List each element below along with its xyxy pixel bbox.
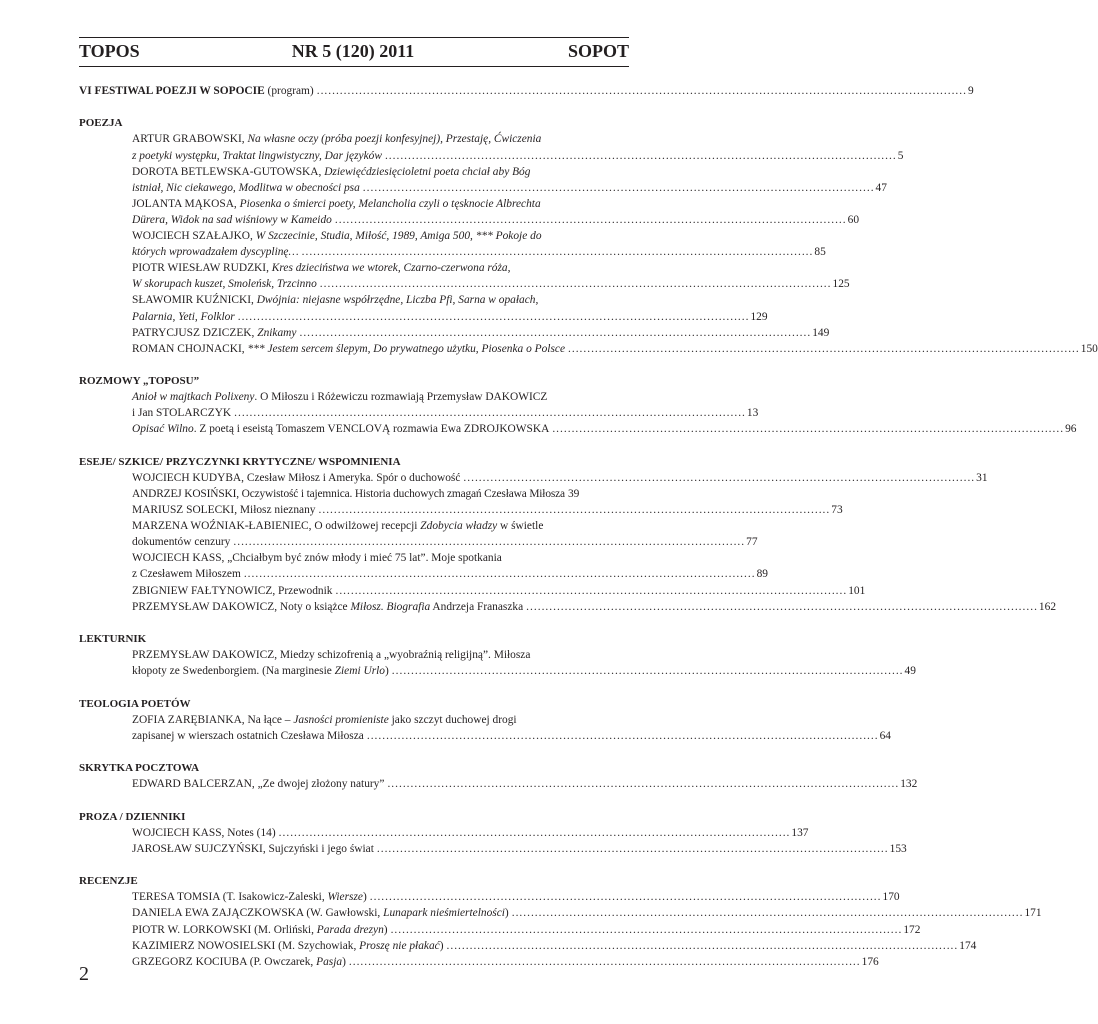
toc-entry [132,260,850,292]
section-title: ESEJE/ SZKICE/ PRZYCZYNKI KRYTYCZNE/ WSPOMNIENIA [79,455,401,468]
work-title: Lunapark nieśmiertelności [383,907,505,920]
author-name: PATRYCJUSZ DZICZEK, [132,326,255,339]
dot-leader: ..................................................................................................................................... [391,665,904,678]
page-ref: 85 [814,246,826,259]
entry-text: ) [362,891,367,904]
work-title: Wiersze [327,891,363,904]
toc-entry [132,922,921,938]
author-name: ROMAN CHOJNACKI, [132,342,245,355]
work-title: W Szczecinie, Studia, Miłość, 1989, Amiga 500, *** Pokoje do [255,230,542,243]
entry-text: . O Miłoszu i Różewiczu rozmawiają Przemysław DAKOWICZ [254,391,548,404]
dot-leader: ..................................................................................................................................... [318,504,831,517]
section-title: ROZMOWY „TOPOSU” [79,375,200,388]
section-title: RECENZJE [79,875,138,888]
page-ref: 73 [831,504,843,517]
author-name: PIOTR WIESŁAW RUDZKI, [132,262,269,275]
work-title: *** Jestem sercem ślepym, Do prywatnego użytku, Piosenka o Polsce [247,342,565,355]
entry-text: WOJCIECH KASS, „Chciałbym być znów młody i mieć 75 lat”. Moje spotkania [132,552,502,565]
work-title: Kres dzieciństwa we wtorek, Czarno-czerwona róża, [271,262,511,275]
toc-entry [132,164,887,196]
entry-text: MARIUSZ SOLECKI, Miłosz nieznany [132,504,316,517]
toc-entry [132,647,916,679]
toc-entry [132,712,891,744]
page-ref: 13 [746,407,759,420]
dot-leader: ..................................................................................................................................... [366,729,879,742]
author-name: WOJCIECH SZAŁAJKO, [132,230,253,243]
author-name: ARTUR GRABOWSKI, [132,133,245,146]
page-ref: 101 [848,584,866,597]
section-title: PROZA / DZIENNIKI [79,810,186,823]
author-name: JOLANTA MĄKOSA, [132,197,237,210]
page-ref: 137 [791,826,809,839]
entry-text: ) [504,907,509,920]
entry-text-cont: ) [384,665,389,678]
dot-leader: ..................................................................................................................................... [526,600,1038,613]
entry-text: DANIELA EWA ZAJĄCZKOWSKA (W. Gawłowski, [132,907,384,920]
toc-entry [132,889,900,905]
dot-leader: ..................................................................................................................................... [384,149,897,162]
entry-text: PRZEMYSŁAW DAKOWICZ, Miedzy schizofrenią a „wyobraźnią religijną”. Miłosza [132,649,531,662]
toc-entry [132,825,809,841]
entry-text-cont: dokumentów cenzury [132,536,231,549]
author-name: SŁAWOMIR KUŹNICKI, [132,294,254,307]
toc-entry [132,954,879,970]
entry-text: Andrzeja Franaszka [430,600,524,613]
dot-leader: ..................................................................................................................................... [301,246,814,259]
entry-text: ) [342,955,346,968]
page-number: 2 [79,963,89,985]
page-ref: 77 [746,536,758,549]
section-rozmowy [79,373,1077,437]
work-title: Zdobycia władzy [420,520,498,533]
dot-leader: ..................................................................................................................................... [390,923,903,936]
page-ref: 125 [832,278,850,291]
header-rule-bottom [79,66,629,67]
entry-text: TERESA TOMSIA (T. Isakowicz-Zaleski, [132,891,328,904]
work-title: Dziewięćdziesięcioletni poeta chciał aby Bóg [324,165,531,178]
section-recenzje [79,873,1042,970]
toc-entry [132,518,758,550]
toc-entry [132,421,1077,437]
page-ref: 89 [756,568,768,581]
work-title: Proszę nie płakać [359,939,440,952]
work-title: Parada drezyn [316,923,384,936]
dot-leader: ..................................................................................................................................... [369,891,882,904]
toc-entry [132,389,759,421]
entry-text-cont: z Czesławem Miłoszem [132,568,241,581]
work-title: Na własne oczy (próba poezji konfesyjnej), Przestaję, Ćwiczenia [247,133,542,146]
work-title: Ziemi Urlo [334,665,385,678]
page-ref: 47 [875,181,887,194]
dot-leader: ......................................................................................................................................................................... [316,85,967,97]
dot-leader: ..................................................................................................................................... [568,342,1080,355]
page-ref: 60 [847,213,860,226]
section-title: SKRYTKA POCZTOWA [79,762,200,775]
page-ref: 39 [567,487,580,500]
work-title-cont: Dürera, Widok na sad wiśniowy w Kameido [132,213,332,226]
dot-leader: ..................................................................................................................................... [237,310,750,323]
page-ref: 49 [904,665,916,678]
page-ref: 162 [1038,600,1057,613]
toc-entry [132,341,1098,357]
page-ref: 149 [812,326,830,339]
section-lekturnik [79,631,916,679]
section-title: POEZJA [79,117,123,130]
section-festival [79,83,974,99]
entry-text: jako szczyt duchowej drogi [388,713,517,726]
dot-leader: ..................................................................................................................................... [234,407,746,420]
festival-suffix: (program) [264,85,314,97]
work-title-cont: Palarnia, Yeti, Folklor [132,310,235,323]
entry-text: ANDRZEJ KOSIŃSKI, Oczywistość i tajemnica. Historia duchowych zmagań Czesława Miłosza [132,487,565,500]
toc-entry-festival [79,83,974,99]
entry-text: WOJCIECH KASS, Notes (14) [132,826,276,839]
entry-text-cont: kłopoty ze Swedenborgiem. (Na marginesie [132,665,335,678]
page-ref: 31 [976,471,988,484]
entry-text: PRZEMYSŁAW DAKOWICZ, Noty o książce [132,600,351,613]
toc-entry [132,196,860,228]
entry-text-cont: zapisanej w wierszach ostatnich Czesława Miłosza [132,729,364,742]
work-title-cont: istniał, Nic ciekawego, Modlitwa w obecności psa [132,181,360,194]
toc-entry [132,292,768,324]
work-title: Pasja [316,955,343,968]
work-title-cont: z poetyki występku, Traktat lingwistyczny, Dar języków [132,149,382,162]
dot-leader: ..................................................................................................................................... [376,842,889,855]
dot-leader: ..................................................................................................................................... [335,584,848,597]
work-title: Dwójnia: niejasne współrzędne, Liczba Pfi, Sarna w opałach, [256,294,539,307]
dot-leader: ..................................................................................................................................... [552,423,1065,436]
entry-text: GRZEGORZ KOCIUBA (P. Owczarek, [132,955,317,968]
header-journal-title: TOPOS [79,41,140,61]
author-name: DOROTA BETLEWSKA-GUTOWSKA, [132,165,322,178]
page-ref: 176 [861,955,879,968]
header-rule-top [79,37,629,38]
page-ref: 150 [1080,342,1098,355]
section-eseje [79,454,1057,615]
toc-entry [132,583,866,599]
dot-leader: ..................................................................................................................................... [243,568,756,581]
toc-entry [132,599,1057,615]
dot-leader: ..................................................................................................................................... [446,939,959,952]
entry-text: w świetle [497,520,544,533]
work-title: Znikamy [257,326,297,339]
header-place: SOPOT [567,41,629,61]
toc-entry [132,938,977,954]
entry-text: KAZIMIERZ NOWOSIELSKI (M. Szychowiak, [132,939,360,952]
toc-entry [132,228,826,260]
work-title: Miłosz. Biografia [350,600,431,613]
table-of-contents [79,83,1098,970]
entry-text: EDWARD BALCERZAN, „Ze dwojej złożony natury” [132,778,385,791]
section-teologia [79,696,891,744]
entry-text: WOJCIECH KUDYBA, Czesław Miłosz i Ameryka. Spór o duchowość [132,471,461,484]
page-ref: 171 [1024,907,1042,920]
entry-text: JAROSŁAW SUJCZYŃSKI, Sujczyński i jego świat [132,842,374,855]
entry-text: PIOTR W. LORKOWSKI (M. Orliński, [132,923,317,936]
toc-entry [132,470,988,486]
work-title: Piosenka o śmierci poety, Melancholia czyli o tęsknocie Albrechta [239,197,541,210]
festival-title: VI FESTIWAL POEZJI W SOPOCIE [79,85,265,97]
entry-text: . Z poetą i eseistą Tomaszem VENCLOVĄ rozmawia Ewa ZDROJKOWSKA [193,423,550,436]
entry-text-cont: i Jan STOLARCZYK [132,407,232,420]
toc-entry [132,550,768,582]
section-poezja [79,115,1098,356]
dot-leader: ..................................................................................................................................... [334,213,847,226]
page-ref: 132 [900,778,918,791]
section-proza [79,809,907,857]
entry-text: ) [383,923,388,936]
page-ref: 64 [879,729,891,742]
work-title-cont: W skorupach kuszet, Smoleńsk, Trzcinno [132,278,317,291]
dot-leader: ..................................................................................................................................... [299,326,812,339]
section-title: LEKTURNIK [79,633,147,645]
dot-leader: ..................................................................................................................................... [362,181,875,194]
toc-entry [132,905,1042,921]
dot-leader: ..................................................................................................................................... [319,278,832,291]
page-ref: 9 [967,85,974,97]
page-ref: 170 [882,891,900,904]
dot-leader: ..................................................................................................................................... [387,778,900,791]
dot-leader: ..................................................................................................................................... [233,536,746,549]
dot-leader: ..................................................................................................................................... [463,471,976,484]
entry-text: ZBIGNIEW FAŁTYNOWICZ, Przewodnik [132,584,333,597]
toc-entry [132,776,918,792]
toc-entry [132,486,629,502]
dot-leader: ..................................................................................................................................... [511,907,1024,920]
work-title: Opisać Wilno [132,423,194,436]
toc-entry [132,131,904,163]
entry-text: ZOFIA ZARĘBIANKA, Na łące – [132,713,294,726]
section-title: TEOLOGIA POETÓW [79,697,191,710]
dot-leader: ..................................................................................................................................... [348,955,861,968]
work-title: Anioł w majtkach Polixeny [132,391,255,404]
header-issue-number: NR 5 (120) 2011 [291,41,415,61]
page-ref: 174 [959,939,977,952]
dot-leader: ..................................................................................................................................... [278,826,791,839]
entry-text: ) [439,939,444,952]
page-ref: 5 [897,149,904,162]
running-header [79,40,629,62]
toc-entry [132,841,907,857]
entry-text: MARZENA WOŹNIAK-ŁABIENIEC, O odwilżowej recepcji [132,520,421,533]
page-ref: 172 [903,923,921,936]
toc-entry [132,502,843,518]
section-skrytka [79,760,918,792]
toc-entry [132,325,830,341]
page-ref: 129 [750,310,768,323]
work-title-cont: których wprowadzałem dyscyplinę… [132,246,299,259]
work-title: Jasności promieniste [293,713,389,726]
page-ref: 96 [1065,423,1077,436]
page-ref: 153 [889,842,907,855]
